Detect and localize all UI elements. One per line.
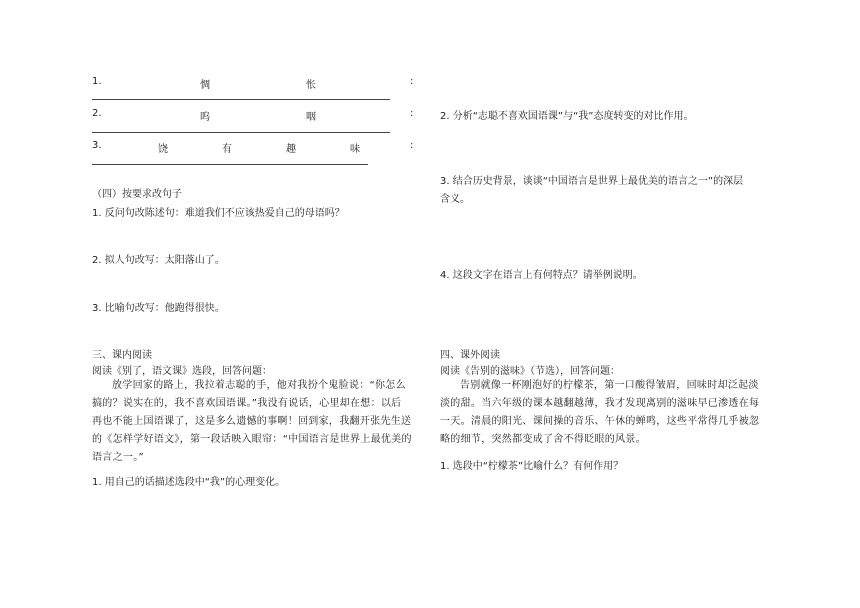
rewrite-question: 1. 反问句改陈述句：难道我们不应该热爱自己的母语吗？: [92, 208, 345, 219]
vocab-char: 趣: [286, 144, 296, 155]
vocab-number: 3.: [92, 140, 102, 151]
passage-line: 的《怎样学好语文》，第一段话映入眼帘：“中国语言是世界上最优美的: [92, 434, 412, 445]
answer-line[interactable]: [92, 99, 390, 100]
reading-passage: [92, 377, 422, 467]
passage-line: 搞的？说实在的，我不喜欢国语课。”我没有说话，心里却在想：以后: [92, 398, 402, 409]
vocab-number: 1.: [92, 76, 102, 87]
passage-line: 告别就像一杯刚泡好的柠檬茶，第一口酸得皱眉，回味时却泛起淡: [460, 380, 759, 391]
reading-question: 4. 这段文字在语言上有何特点？请举例说明。: [440, 270, 643, 281]
vocab-char: 有: [222, 144, 232, 155]
answer-line[interactable]: [92, 164, 368, 165]
vocab-colon: :: [410, 108, 414, 119]
reading-question: 3. 结合历史背景，谈谈“中国语言是世界上最优美的语言之一”的深层: [440, 176, 744, 187]
passage-line: 再也不能上国语课了，这是多么遗憾的事啊！回到家，我翻开张先生送: [92, 416, 412, 427]
vocab-colon: :: [410, 76, 414, 87]
vocab-number: 2.: [92, 108, 102, 119]
vocab-char: 怅: [306, 80, 316, 91]
rewrite-question: 2. 拟人句改写：太阳落山了。: [92, 255, 225, 266]
vocab-colon: :: [410, 140, 414, 151]
passage-line: 略的细节，突然都变成了舍不得眨眼的风景。: [440, 434, 646, 445]
answer-line[interactable]: [92, 132, 390, 133]
reading-question-cont: 含义。: [440, 194, 470, 205]
reading-passage: [440, 377, 770, 449]
section-heading: 三、课内阅读: [92, 350, 152, 361]
section-heading: （四）按要求改句子: [92, 189, 182, 200]
reading-intro: 阅读《告别的滋味》（节选），回答问题：: [440, 366, 620, 377]
vocab-char: 呜: [200, 112, 210, 123]
vocab-char: 饶: [158, 144, 168, 155]
vocab-char: 咽: [306, 112, 316, 123]
vocab-char: 惆: [200, 80, 210, 91]
reading-intro: 阅读《别了，语文课》选段，回答问题：: [92, 366, 272, 377]
passage-line: 语言之一。”: [92, 452, 144, 463]
reading-question: 1. 选段中“柠檬茶”比喻什么？有何作用？: [440, 461, 624, 472]
section-heading: 四、课外阅读: [440, 350, 500, 361]
reading-question: 1. 用自己的话描述选段中“我”的心理变化。: [92, 477, 286, 488]
passage-line: 放学回家的路上，我拉着志聪的手，他对我扮个鬼脸说：“你怎么: [112, 380, 406, 391]
passage-line: 淡的甜。当六年级的课本越翻越薄，我才发现离别的滋味早已渗透在每: [440, 398, 760, 409]
reading-question: 2. 分析“志聪不喜欢国语课”与“我”态度转变的对比作用。: [440, 111, 694, 122]
rewrite-question: 3. 比喻句改写：他跑得很快。: [92, 303, 225, 314]
passage-line: 一天。清晨的阳光、课间操的音乐、午休的蝉鸣，这些平常得几乎被忽: [440, 416, 760, 427]
vocab-char: 味: [350, 144, 360, 155]
